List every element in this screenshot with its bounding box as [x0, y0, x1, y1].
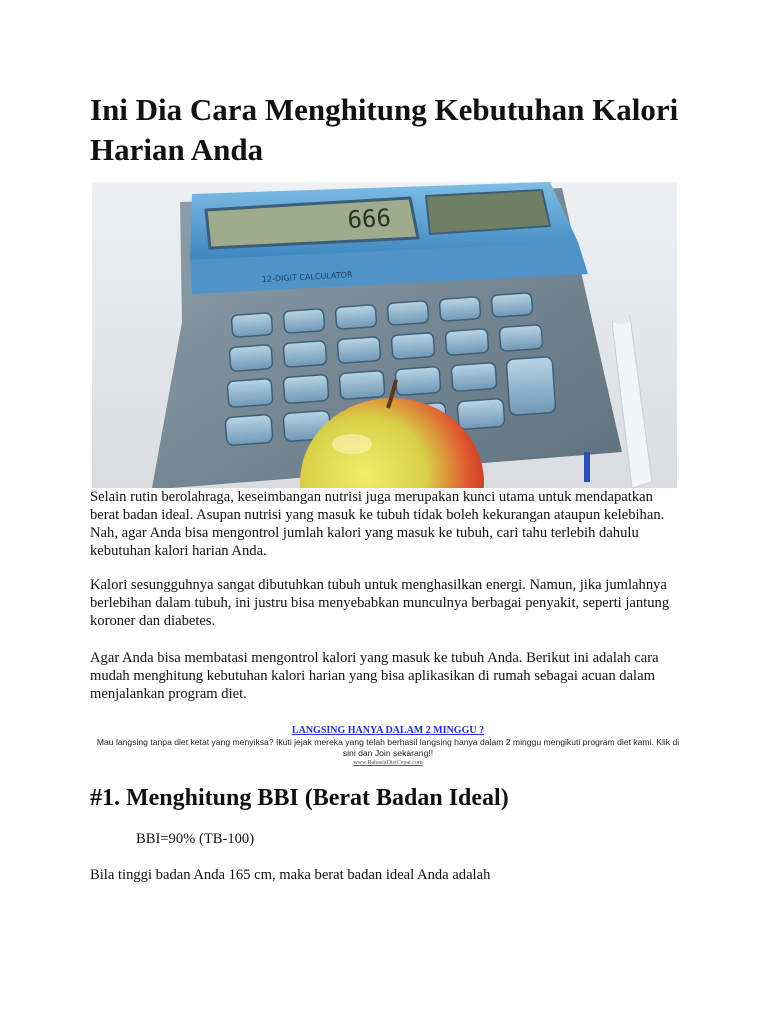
bbi-example-text: Bila tinggi badan Anda 165 cm, maka berat badan ideal Anda adalah: [90, 867, 491, 883]
ad-url-link[interactable]: www.RahasiaDietCepat.com: [353, 760, 423, 766]
calculator-model-label: 12-DIGIT CALCULATOR: [261, 270, 353, 284]
article-title: Ini Dia Cara Menghitung Kebutuhan Kalori Harian Anda: [90, 92, 679, 167]
method-paragraph: Agar Anda bisa membatasi mengontrol kalori yang masuk ke tubuh Anda. Berikut ini adalah cara mudah menghitung kebutuhan kalori harian yang bisa aplikasikan di rumah sebagai acuan dalam menjalankan program diet.: [90, 650, 659, 702]
ad-title-link[interactable]: LANGSING HANYA DALAM 2 MINGGU ?: [291, 725, 485, 736]
solar-panel: [426, 190, 550, 234]
calorie-paragraph: Kalori sesungguhnya sangat dibutuhkan tubuh untuk menghasilkan energi. Namun, jika jumlahnya berlebihan dalam tubuh, ini justru bisa menyebabkan munculnya berbagai penyakit, seperti jantung koroner dan diabetes.: [90, 577, 670, 629]
hero-illustration: [92, 182, 677, 488]
ad-block: [90, 724, 686, 768]
calculator-apple-image: [92, 182, 677, 488]
ad-body-text: Mau langsing tanpa diet ketat yang menyiksa? Ikuti jejak mereka yang telah berhasil langsing hanya dalam 2 minggu mengikuti program diet kami. Klik di sini dan Join sekarang!!: [96, 737, 680, 758]
intro-paragraph: Selain rutin berolahraga, keseimbangan nutrisi juga merupakan kunci utama untuk mendapatkan berat badan ideal. Asupan nutrisi yang masuk ke tubuh tidak boleh kekurangan ataupun kelebihan. Nah, agar Anda bisa mengontrol jumlah kalori yang masuk ke tubuh, cari tahu terlebih dahulu kebutuhan kalori harian Anda.: [90, 489, 665, 559]
display-digits: 666: [346, 203, 392, 234]
section-heading-bbi: #1. Menghitung BBI (Berat Badan Ideal): [90, 785, 509, 811]
bbi-formula: BBI=90% (TB-100): [136, 831, 255, 847]
